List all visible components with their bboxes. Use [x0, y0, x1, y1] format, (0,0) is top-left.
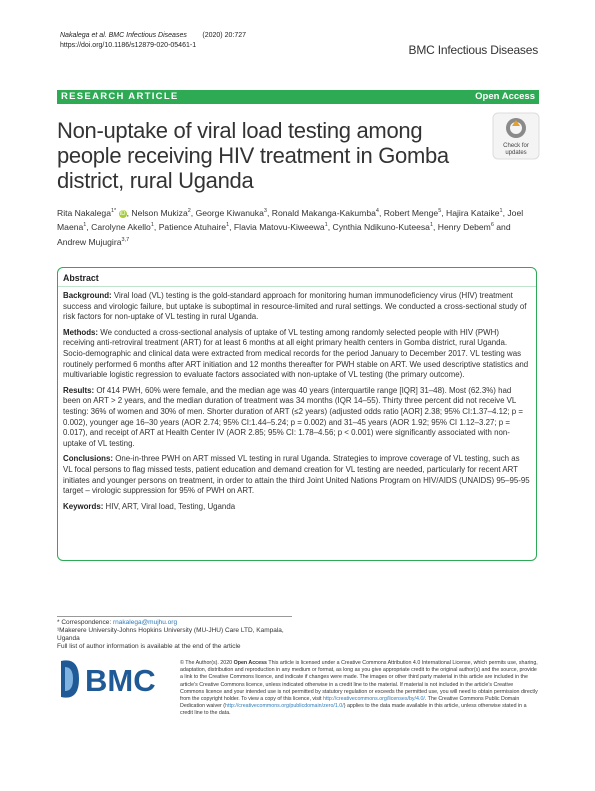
open-access-tag: Open Access — [233, 660, 267, 666]
journal-name: BMC Infectious Diseases — [408, 43, 538, 57]
abstract-keywords: Keywords: HIV, ART, Viral load, Testing, Uganda — [63, 501, 236, 511]
author[interactable]: Carolyne Akello$^1$ — [91, 222, 154, 233]
open-access-label: Open Access — [475, 91, 535, 102]
affiliation-line2: Uganda — [57, 635, 80, 642]
abstract-results: Results: Of 414 PWH, 60% were female, and the median age was 40 years (interquartile range [IQR] 31–48). Most (62.3%) had been on ART > 2 years, and the median duration of treatment was 34 months (IQR 14–55). Thirty three percent did not receive VL testing: 36% of women and 30% of men. Shorter duration of ART (≤2 years) (adjusted odds ratio [AOR] 2.38; 95% CI:1.37–4.12; p = 0.002), younger age 16–30 years (AOR 2.74; 95% CI:1.44–5.24; p = 0.002) and 31–45 years (AOR 1.92; 95% CI 1.12–3.27; p = 0.017), and receipt of ART at Health Center IV (AOR 2.85; 95% CI: 1.78–4.56; p < 0.001) were significantly associated with non-uptake of VL testing. — [63, 385, 523, 448]
author[interactable]: Henry Debem$^6$ — [437, 222, 494, 233]
author-info-note: Full list of author information is available at the end of the article — [57, 643, 241, 650]
bmc-logo[interactable] — [57, 655, 177, 703]
author[interactable]: Hajira Kataike$^1$ — [446, 207, 503, 218]
author[interactable]: Patience Atuhaire$^1$ — [158, 222, 230, 233]
correspondence-label: * Correspondence: — [57, 619, 112, 626]
article-type-label: RESEARCH ARTICLE — [61, 91, 179, 102]
abstract-background: Background: Viral load (VL) testing is the gold-standard approach for monitoring human immunodeficiency virus (HIV) treatment success and virologic failure, but uptake is suboptimal in resource-limited and rural settings. We conducted a cross-sectional study of risk factors for non-uptake of VL testing in rural Uganda. — [63, 291, 527, 322]
author[interactable]: Andrew Mujugira$^{3,7}$ — [57, 236, 130, 247]
author[interactable]: George Kiwanuka$^3$ — [195, 207, 267, 218]
abstract-methods: Methods: We conducted a cross-sectional analysis of uptake of VL testing among randomly selected people with HIV (PWH) receiving anti-retroviral treatment (ART) for at least 6 months at all eight primary health centers in Gomba district, rural Uganda. Socio-demographic and clinical data were extracted from medical records for the period January to December 2017. VL testing was routinely performed 6 months after ART initiation and 12 months thereafter for PWH stable on ART. We used descriptive statistics and multivariable logistic regression to evaluate factors associated with non-uptake of VL testing (the primary outcome). — [63, 327, 529, 380]
abstract-header — [58, 268, 536, 287]
license-link[interactable]: http://creativecommons.org/licenses/by/4.0/ — [323, 696, 425, 703]
article-title: Non-uptake of viral load testing among people receiving HIV treatment in Gomba district, rural Uganda — [57, 118, 449, 193]
author[interactable]: Nelson Mukiza$^2$ — [131, 207, 191, 218]
license-text: © The Author(s). 2020 Open Access This article is licensed under a Creative Commons Attribution 4.0 International License, which permits use, sharing, adaptation, distribution and reproduction in any medium or format, as long as you give appropriate credit to the original author(s) and the source, provide a link to the Creative Commons licence, and indicate if changes were made. The images or other third party material in this article are included in the article's Creative Commons licence, unless indicated otherwise in a credit line to the material. If material is not included in the article's Creative Commons licence and your intended use is not permitted by statutory regulation or exceeds the permitted use, you will need to obtain permission directly from the copyright holder. To view a copy of this licence, visit http://creativecommons.org/licenses/by/4.0/. The Creative Commons Public Domain Dedication waiver (http://creativecommons.org/publicdomain/zero/1.0/) applies to the data made available in this article, unless otherwise stated in a credit line to the data. — [180, 660, 538, 717]
citation-header — [60, 31, 246, 50]
author[interactable]: Cynthia Ndikuno-Kuteesa$^1$ — [332, 222, 434, 233]
author-list: Rita Nakalega$^{1*}$ iD, Nelson Mukiza$^2$, George Kiwanuka$^3$, Ronald Makanga-Kakumba$^4$, Robert Menge$^5$, Hajira Kataike$^1$, Joel Maena$^1$, Carolyne Akello$^1$, Patience Atuhaire$^1$, Flavia Matovu-Kiweewa$^1$, Cynthia Ndikuno-Kuteesa$^1$, Henry Debem$^6$ and Andrew Mujugira$^{3,7}$ — [57, 207, 524, 247]
author[interactable]: Ronald Makanga-Kakumba$^4$ — [271, 207, 379, 218]
bmc-logo-text: BMC — [85, 663, 156, 698]
footnote — [57, 619, 284, 651]
check-for-updates-badge[interactable] — [492, 112, 540, 160]
check-updates-icon — [492, 112, 540, 160]
cc0-link[interactable]: http://creativecommons.org/publicdomain/zero/1.0/ — [225, 703, 344, 710]
abstract-box — [57, 267, 537, 561]
orcid-icon[interactable]: iD — [119, 210, 126, 217]
abstract-conclusions: Conclusions: One-in-three PWH on ART missed VL testing in rural Uganda. Strategies to improve coverage of VL testing, such as VL focal persons to flag missed tests, patient education and demand creation for VL testing are needed, particularly for recent ART initiates and younger persons on treatment, in order to attain the third Joint United Nations Program on HIV/AIDS (UNAIDS) 95–95-95 target – virologic suppression for 95% of PWH on ART. — [63, 454, 530, 496]
citation-authors: Nakalega et al. BMC Infectious Diseases — [60, 32, 187, 39]
check-line2: updates — [505, 150, 527, 156]
author[interactable]: Flavia Matovu-Kiweewa$^1$ — [233, 222, 328, 233]
check-line1: Check for — [503, 143, 529, 149]
doi-link[interactable]: https://doi.org/10.1186/s12879-020-05461-1 — [60, 41, 197, 49]
correspondence-email[interactable]: rnakalega@mujhu.org — [113, 619, 178, 626]
author[interactable]: Robert Menge$^5$ — [383, 207, 442, 218]
affiliation-line1: ¹Makerere University-Johns Hopkins University (MU-JHU) Care LTD, Kampala, — [57, 627, 284, 634]
article-type-banner — [57, 90, 539, 104]
abstract-body — [63, 291, 530, 517]
citation-year: (2020) 20:727 — [202, 32, 246, 39]
footnote-divider — [57, 616, 292, 617]
author[interactable]: Joel Maena$^1$ — [57, 207, 524, 233]
author[interactable]: Rita Nakalega$^{1*}$ — [57, 207, 117, 218]
bmc-logo-icon — [57, 655, 177, 703]
abstract-heading: Abstract — [63, 273, 99, 283]
